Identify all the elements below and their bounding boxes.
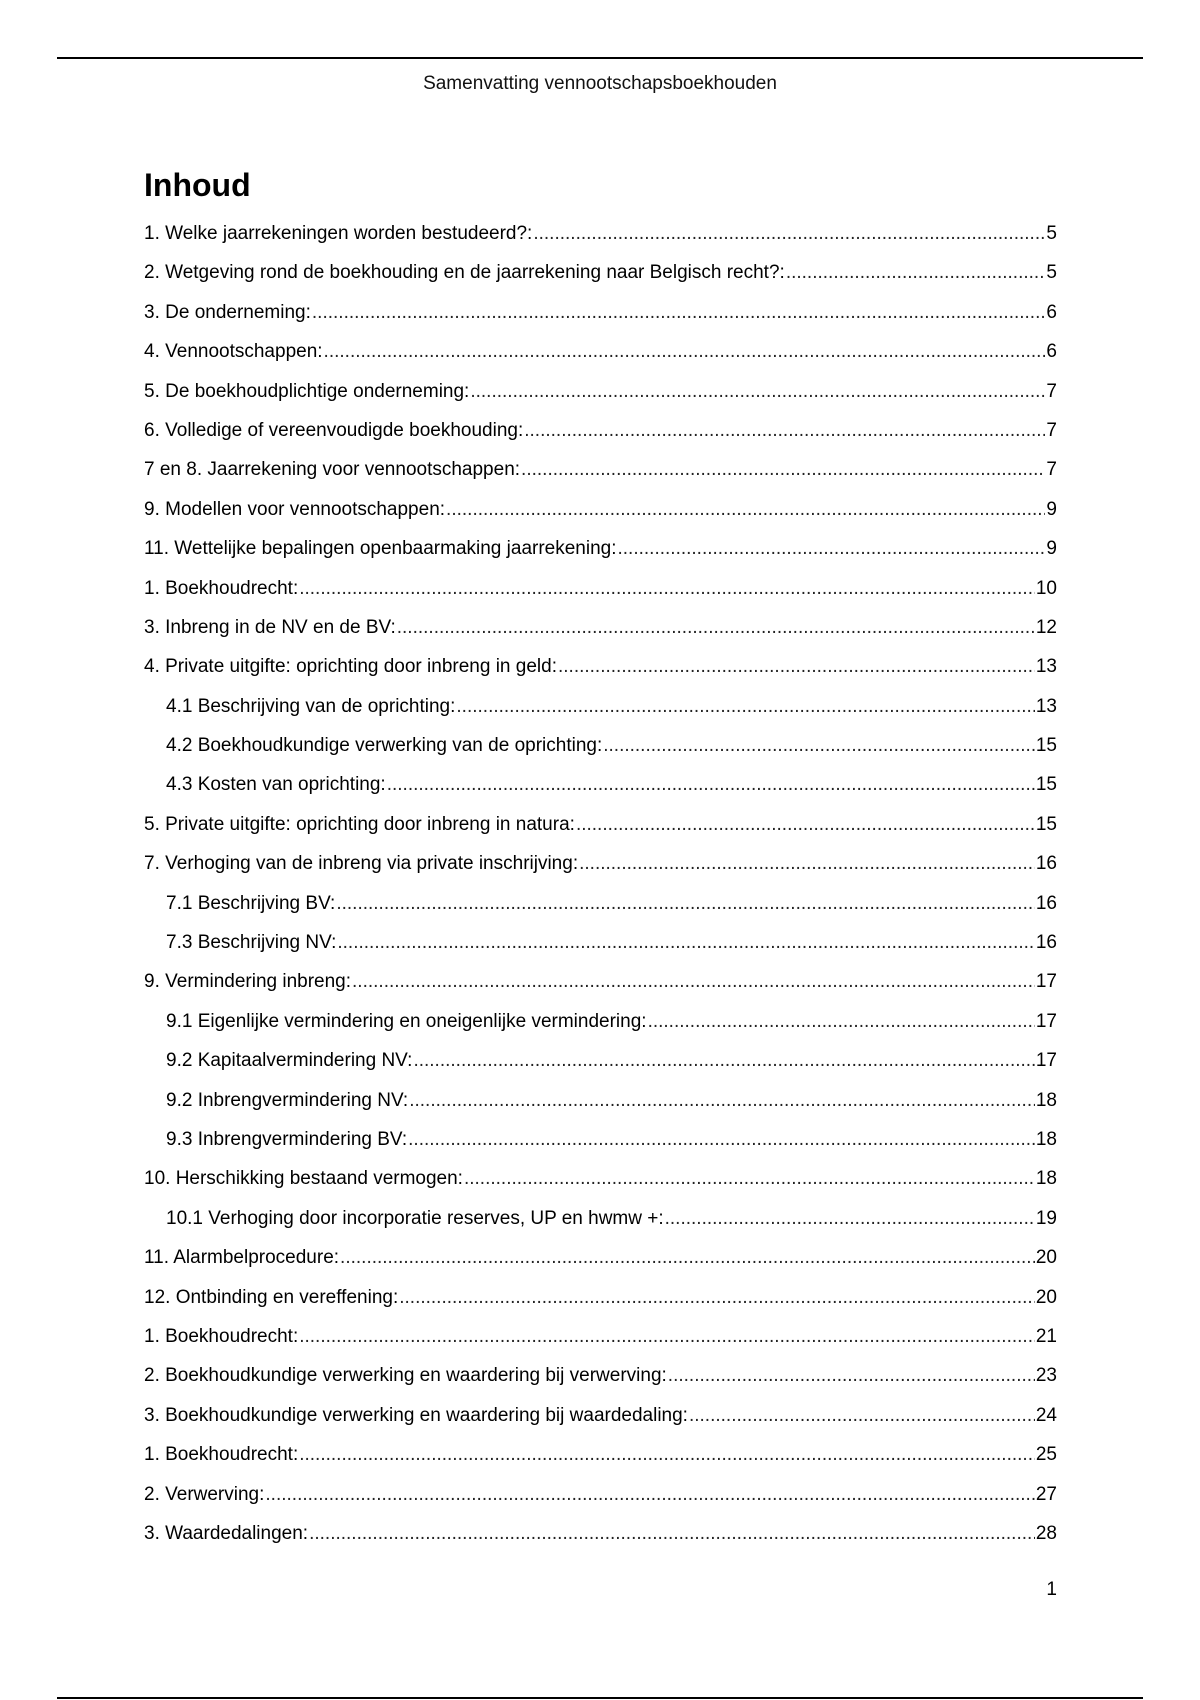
toc-entry[interactable]: [144, 765, 1057, 804]
toc-entry-title: 3. Inbreng in de NV en de BV:: [144, 616, 396, 638]
toc-entry-page: 16: [1035, 932, 1057, 954]
toc-entry[interactable]: [144, 884, 1057, 923]
toc-entry-title: 7. Verhoging van de inbreng via private inschrijving:: [144, 853, 579, 875]
toc-entry-title: 10.1 Verhoging door incorporatie reserves, UP en hwmw +:: [166, 1207, 664, 1229]
toc-entry-title: 11. Wettelijke bepalingen openbaarmaking jaarrekening:: [144, 538, 617, 560]
toc-entry-page: 12: [1035, 616, 1057, 638]
toc-entry[interactable]: [144, 490, 1057, 529]
toc-entry[interactable]: [144, 1159, 1057, 1198]
toc-dot-leader: [340, 1238, 1035, 1277]
toc-entry-page: 6: [1046, 341, 1057, 363]
toc-entry[interactable]: [144, 1475, 1057, 1514]
table-of-contents: [144, 164, 1057, 1553]
toc-dot-leader: [408, 1120, 1035, 1159]
toc-dot-leader: [265, 1475, 1034, 1514]
toc-dot-leader: [533, 214, 1045, 253]
toc-entry-page: 18: [1035, 1168, 1057, 1190]
toc-entry[interactable]: [144, 844, 1057, 883]
toc-entry-title: 9.1 Eigenlijke vermindering en oneigenlijke vermindering:: [166, 1010, 647, 1032]
toc-entry-page: 7: [1046, 419, 1057, 441]
toc-dot-leader: [399, 1278, 1035, 1317]
toc-entry-page: 15: [1035, 735, 1057, 757]
toc-entry-title: 12. Ontbinding en vereffening:: [144, 1286, 399, 1308]
toc-entry-page: 18: [1035, 1128, 1057, 1150]
toc-entry-page: 17: [1035, 1050, 1057, 1072]
toc-dot-leader: [521, 450, 1045, 489]
toc-dot-leader: [352, 962, 1035, 1001]
toc-heading: Inhoud: [144, 167, 251, 203]
running-header: Samenvatting vennootschapsboekhouden: [423, 73, 777, 94]
toc-entry-title: 1. Boekhoudrecht:: [144, 1444, 299, 1466]
toc-entry-page: 21: [1035, 1325, 1057, 1347]
toc-dot-leader: [312, 293, 1046, 332]
toc-entry[interactable]: [144, 332, 1057, 371]
toc-entry-page: 16: [1035, 853, 1057, 875]
toc-entry-page: 5: [1046, 262, 1057, 284]
toc-entry[interactable]: [144, 529, 1057, 568]
toc-entry-page: 13: [1035, 695, 1057, 717]
toc-entry-page: 20: [1035, 1247, 1057, 1269]
toc-dot-leader: [397, 608, 1035, 647]
toc-entry[interactable]: [144, 1199, 1057, 1238]
toc-entry-title: 10. Herschikking bestaand vermogen:: [144, 1168, 463, 1190]
toc-entry[interactable]: [144, 569, 1057, 608]
footer-rule: [57, 1697, 1143, 1699]
toc-entry-title: 3. Boekhoudkundige verwerking en waardering bij waardedaling:: [144, 1404, 688, 1426]
toc-entry[interactable]: [144, 647, 1057, 686]
toc-dot-leader: [665, 1199, 1035, 1238]
toc-entry[interactable]: [144, 805, 1057, 844]
toc-entry-page: 15: [1035, 774, 1057, 796]
toc-entry[interactable]: [144, 253, 1057, 292]
toc-entry-title: 7.1 Beschrijving BV:: [166, 892, 336, 914]
toc-dot-leader: [309, 1514, 1035, 1553]
page-number: 1: [1046, 1579, 1057, 1600]
toc-entry-title: 7 en 8. Jaarrekening voor vennootschappen:: [144, 459, 521, 481]
toc-dot-leader: [579, 844, 1035, 883]
toc-entry-page: 7: [1046, 380, 1057, 402]
toc-entry-page: 5: [1046, 223, 1057, 244]
toc-entry[interactable]: [144, 1120, 1057, 1159]
toc-entry-page: 9: [1046, 538, 1057, 560]
toc-entry[interactable]: [144, 1435, 1057, 1474]
toc-entry-page: 18: [1035, 1089, 1057, 1111]
toc-entry[interactable]: [144, 1238, 1057, 1277]
toc-entry[interactable]: [144, 1081, 1057, 1120]
toc-entry[interactable]: [144, 923, 1057, 962]
toc-entry-title: 3. Waardedalingen:: [144, 1522, 309, 1544]
toc-entry-title: 6. Volledige of vereenvoudigde boekhouding:: [144, 419, 524, 441]
toc-entry-title: 2. Boekhoudkundige verwerking en waardering bij verwerving:: [144, 1365, 667, 1387]
toc-entry-title: 9.3 Inbrengvermindering BV:: [166, 1128, 408, 1150]
toc-dot-leader: [299, 1317, 1035, 1356]
toc-entry-title: 9. Modellen voor vennootschappen:: [144, 498, 446, 520]
toc-entry-title: 9. Vermindering inbreng:: [144, 971, 352, 993]
toc-entry-title: 5. De boekhoudplichtige onderneming:: [144, 380, 470, 402]
toc-dot-leader: [324, 332, 1046, 371]
toc-entry[interactable]: [144, 687, 1057, 726]
toc-dot-leader: [299, 569, 1035, 608]
toc-entry-page: 15: [1035, 813, 1057, 835]
toc-entry[interactable]: [144, 214, 1057, 253]
toc-dot-leader: [689, 1396, 1035, 1435]
toc-entry-page: 13: [1035, 656, 1057, 678]
toc-entry-title: 4. Vennootschappen:: [144, 341, 323, 363]
toc-dot-leader: [409, 1081, 1035, 1120]
toc-entry-page: 6: [1046, 301, 1057, 323]
toc-dot-leader: [456, 687, 1034, 726]
toc-entry-title: 1. Boekhoudrecht:: [144, 577, 299, 599]
toc-entry-page: 17: [1035, 971, 1057, 993]
toc-entry-title: 3. De onderneming:: [144, 301, 311, 323]
toc-entry-page: 16: [1035, 892, 1057, 914]
toc-entry[interactable]: [144, 1002, 1057, 1041]
toc-dot-leader: [336, 884, 1035, 923]
toc-entry-title: 2. Verwerving:: [144, 1483, 265, 1505]
toc-entry[interactable]: [144, 1396, 1057, 1435]
toc-entry-title: 2. Wetgeving rond de boekhouding en de jaarrekening naar Belgisch recht?:: [144, 262, 785, 284]
toc-dot-leader: [576, 805, 1035, 844]
toc-entry-page: 23: [1035, 1365, 1057, 1387]
toc-entry[interactable]: [144, 1317, 1057, 1356]
toc-dot-leader: [413, 1041, 1034, 1080]
toc-list: [144, 214, 1057, 1553]
toc-dot-leader: [558, 647, 1035, 686]
toc-dot-leader: [668, 1356, 1035, 1395]
toc-dot-leader: [387, 765, 1035, 804]
toc-dot-leader: [648, 1002, 1035, 1041]
toc-dot-leader: [603, 726, 1035, 765]
toc-dot-leader: [337, 923, 1034, 962]
toc-entry[interactable]: [144, 726, 1057, 765]
toc-entry-title: 11. Alarmbelprocedure:: [144, 1247, 340, 1269]
toc-entry-page: 28: [1035, 1522, 1057, 1544]
toc-dot-leader: [618, 529, 1046, 568]
toc-entry[interactable]: [144, 1514, 1057, 1553]
toc-dot-leader: [464, 1159, 1035, 1198]
toc-entry-title: 1. Boekhoudrecht:: [144, 1325, 299, 1347]
toc-entry[interactable]: [144, 608, 1057, 647]
toc-entry[interactable]: [144, 411, 1057, 450]
toc-entry-title: 4.3 Kosten van oprichting:: [166, 774, 386, 796]
toc-entry-page: 10: [1035, 577, 1057, 599]
toc-entry-page: 17: [1035, 1010, 1057, 1032]
toc-entry[interactable]: [144, 1356, 1057, 1395]
toc-entry[interactable]: [144, 450, 1057, 489]
toc-dot-leader: [470, 372, 1045, 411]
toc-entry[interactable]: [144, 962, 1057, 1001]
toc-entry-title: 4. Private uitgifte: oprichting door inbreng in geld:: [144, 656, 557, 678]
toc-entry-title: 1. Welke jaarrekeningen worden bestudeerd?:: [144, 223, 533, 244]
toc-entry-title: 7.3 Beschrijving NV:: [166, 932, 337, 954]
toc-entry[interactable]: [144, 1278, 1057, 1317]
toc-dot-leader: [299, 1435, 1035, 1474]
toc-dot-leader: [524, 411, 1045, 450]
toc-entry-page: 9: [1046, 498, 1057, 520]
toc-dot-leader: [786, 253, 1046, 292]
toc-entry-page: 25: [1035, 1444, 1057, 1466]
toc-entry[interactable]: [144, 372, 1057, 411]
toc-dot-leader: [446, 490, 1045, 529]
toc-entry-page: 19: [1035, 1207, 1057, 1229]
toc-entry-title: 9.2 Inbrengvermindering NV:: [166, 1089, 409, 1111]
toc-entry-title: 9.2 Kapitaalvermindering NV:: [166, 1050, 413, 1072]
header-rule: [57, 57, 1143, 59]
toc-entry[interactable]: [144, 1041, 1057, 1080]
toc-entry-page: 27: [1035, 1483, 1057, 1505]
toc-entry-page: 20: [1035, 1286, 1057, 1308]
toc-entry-page: 24: [1035, 1404, 1057, 1426]
toc-entry-title: 5. Private uitgifte: oprichting door inbreng in natura:: [144, 813, 575, 835]
toc-entry-page: 7: [1046, 459, 1057, 481]
toc-entry-title: 4.1 Beschrijving van de oprichting:: [166, 695, 456, 717]
toc-entry-title: 4.2 Boekhoudkundige verwerking van de oprichting:: [166, 735, 603, 757]
toc-entry[interactable]: [144, 293, 1057, 332]
